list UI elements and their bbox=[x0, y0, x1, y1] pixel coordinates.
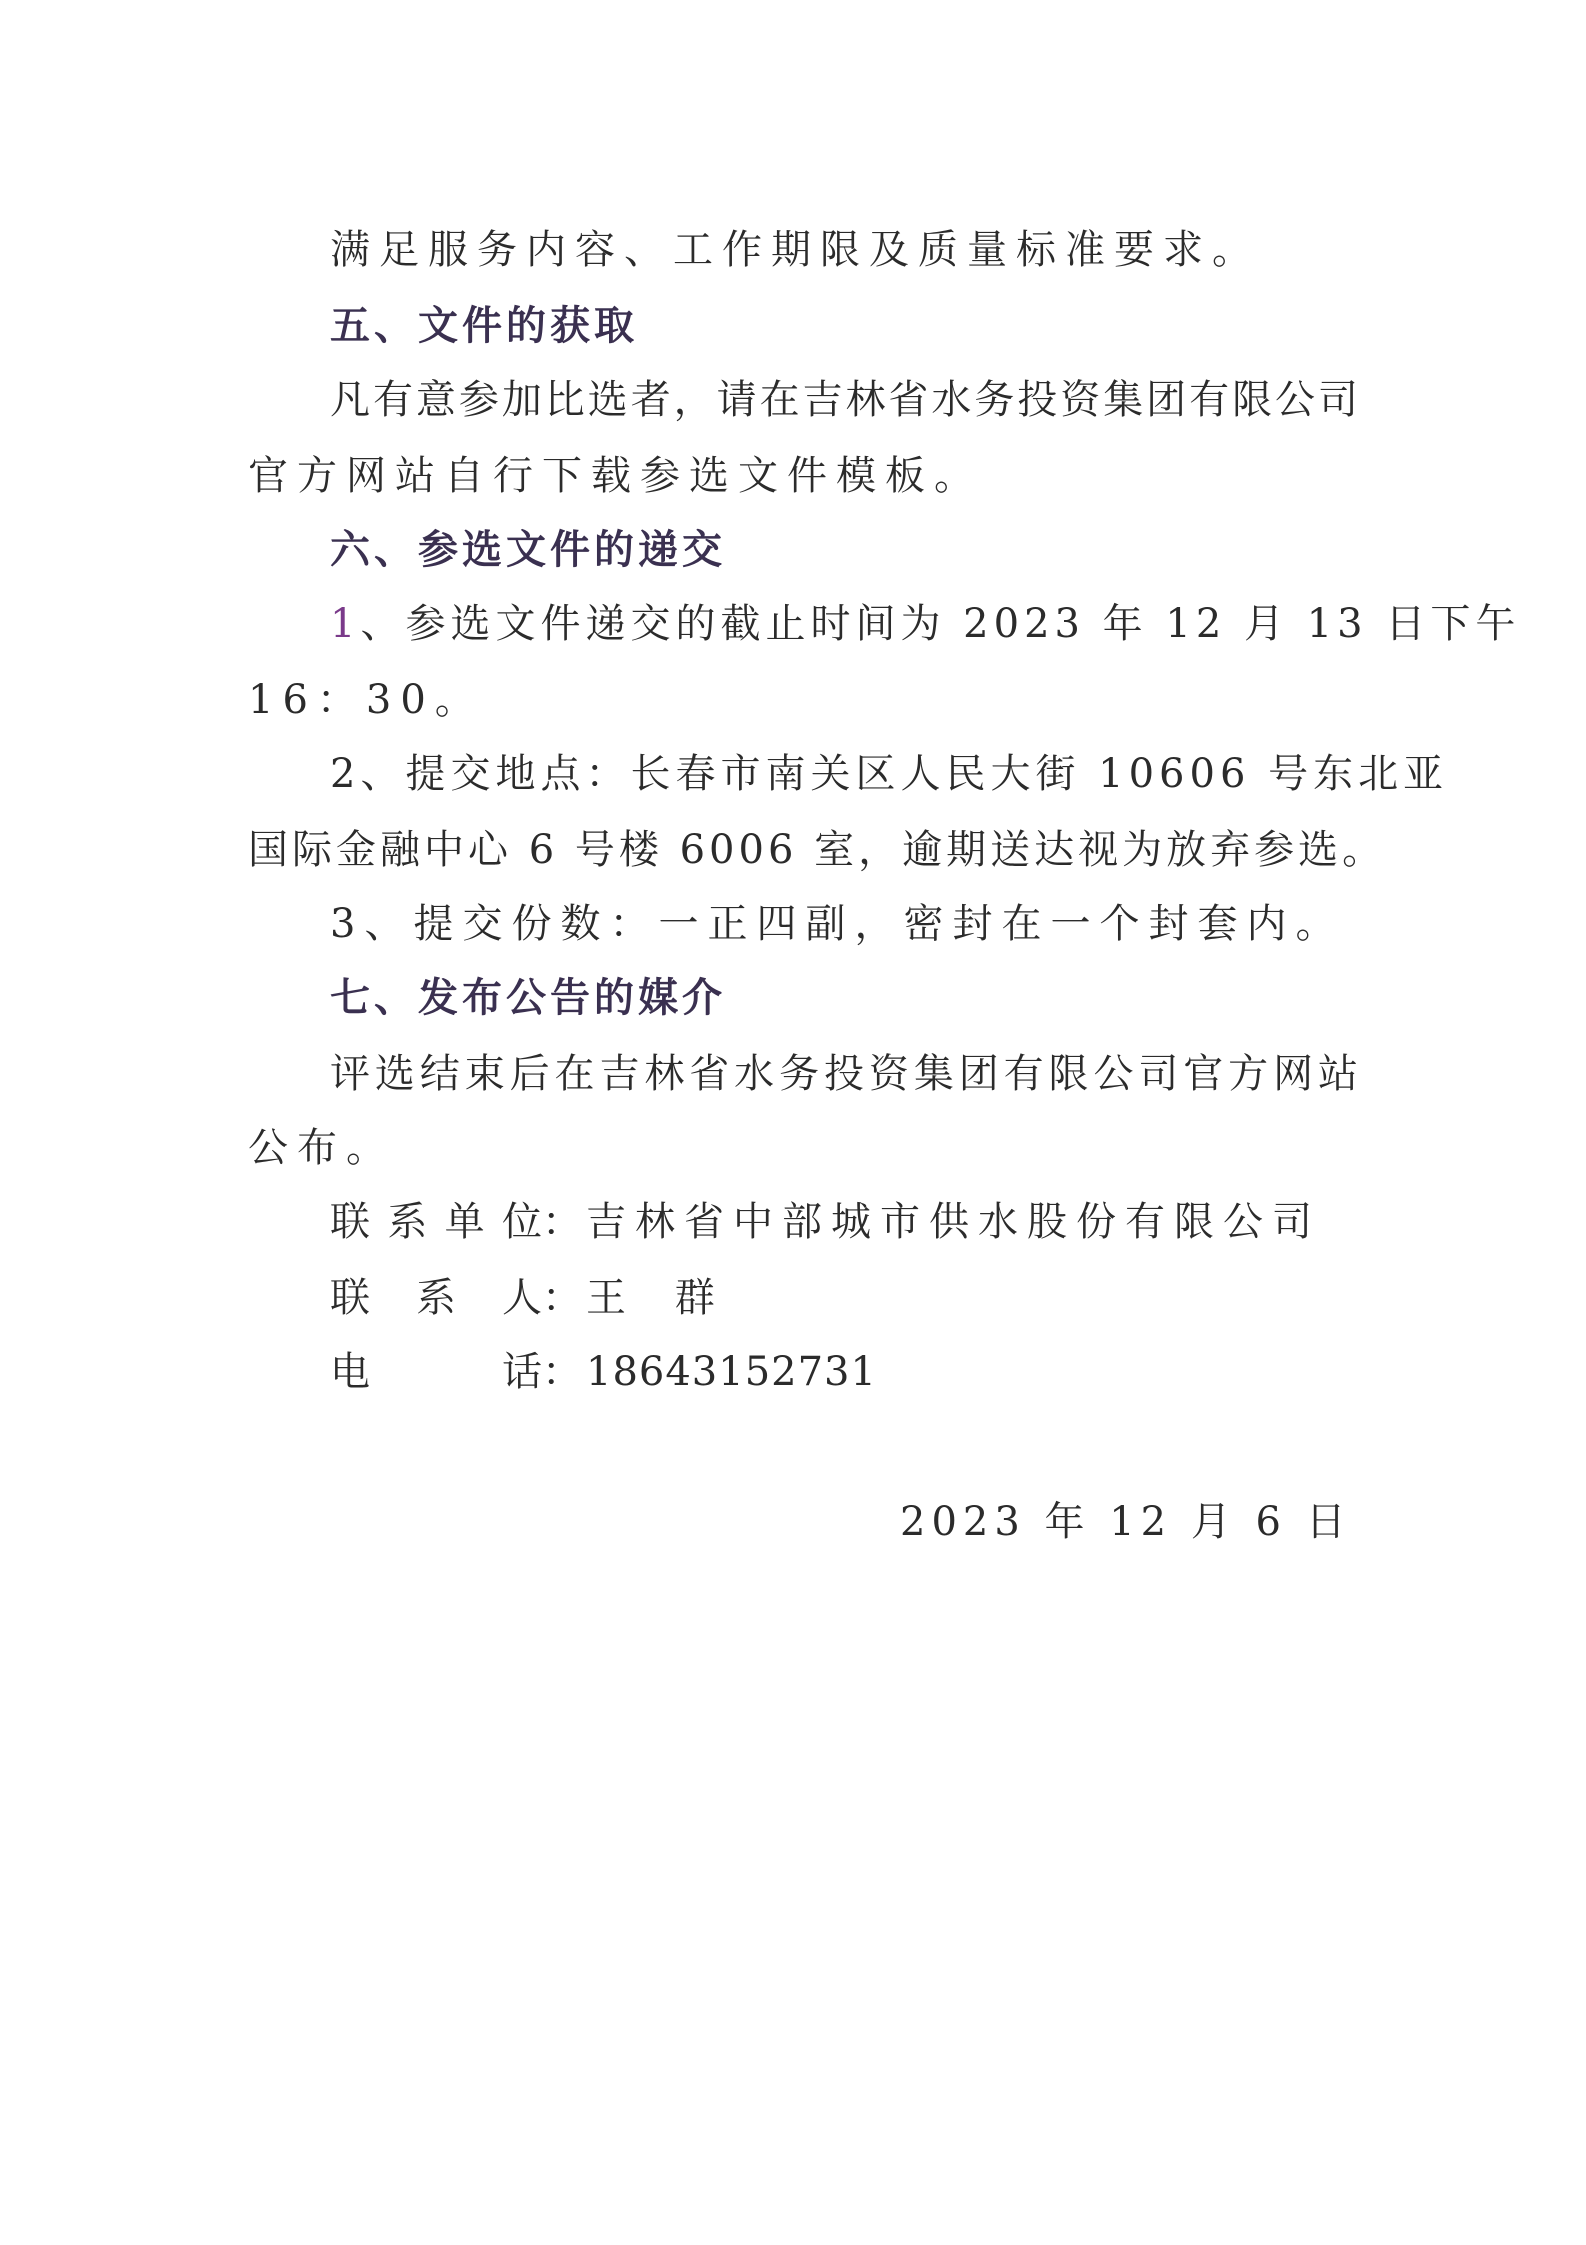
contact-phone-value: 18643152731 bbox=[586, 1349, 877, 1395]
paragraph-6-1-line-2: 16：30。 bbox=[248, 677, 484, 723]
contact-unit-label: 联系单位 bbox=[330, 1199, 542, 1245]
contact-phone-label: 电 话 bbox=[330, 1349, 542, 1395]
contact-person-value: 王 群 bbox=[586, 1275, 733, 1321]
paragraph-6-2-line-2: 国际金融中心 6 号楼 6006 室，逾期送达视为放弃参选。 bbox=[248, 827, 1387, 873]
paragraph-6-3: 3、提交份数：一正四副，密封在一个封套内。 bbox=[330, 901, 1345, 947]
item-number-1: 1 bbox=[330, 601, 361, 647]
contact-unit-value: 吉林省中部城市供水股份有限公司 bbox=[586, 1199, 1321, 1245]
paragraph-6-1-line-1 bbox=[330, 596, 1521, 652]
paragraph-6-2-line-1: 2、提交地点：长春市南关区人民大街 10606 号东北亚 bbox=[330, 751, 1449, 797]
document-date: 2023 年 12 月 6 日 bbox=[900, 1499, 1352, 1545]
paragraph-7-line-1: 评选结束后在吉林省水务投资集团有限公司官方网站 bbox=[330, 1051, 1358, 1097]
contact-person-colon: ： bbox=[542, 1275, 591, 1321]
section-heading-7: 七、发布公告的媒介 bbox=[330, 975, 726, 1021]
contact-unit bbox=[330, 1194, 1358, 1250]
contact-phone bbox=[330, 1344, 1358, 1400]
contact-person-label: 联 系 人 bbox=[330, 1275, 542, 1321]
contact-unit-colon: ： bbox=[542, 1199, 591, 1245]
contact-phone-colon: ： bbox=[542, 1349, 591, 1395]
section-heading-6: 六、参选文件的递交 bbox=[330, 527, 726, 573]
section-heading-5: 五、文件的获取 bbox=[330, 303, 638, 349]
paragraph-6-1-text: 、参选文件递交的截止时间为 2023 年 12 月 13 日下午 bbox=[360, 601, 1521, 647]
paragraph-5-line-1: 凡有意参加比选者，请在吉林省水务投资集团有限公司 bbox=[330, 377, 1358, 423]
contact-person bbox=[330, 1270, 1358, 1326]
paragraph-continuation: 满足服务内容、工作期限及质量标准要求。 bbox=[330, 227, 1261, 273]
paragraph-5-line-2: 官方网站自行下载参选文件模板。 bbox=[248, 453, 983, 499]
paragraph-7-line-2: 公布。 bbox=[248, 1125, 395, 1171]
